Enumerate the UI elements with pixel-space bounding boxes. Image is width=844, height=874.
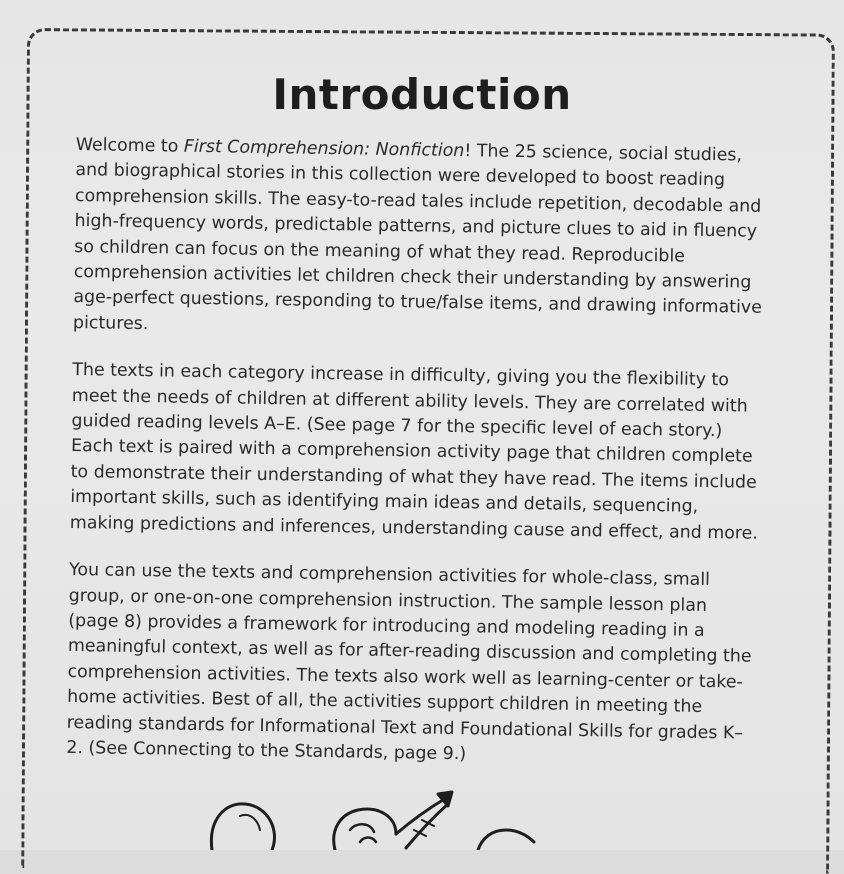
page-title: Introduction (272, 70, 572, 119)
paragraph-welcome-rest: ! The 25 science, social studies, and biographical stories in this collection were developed to boost reading comprehension skills. The easy-to-read tales include repetition, decodable and high-frequency words, predictable patterns, and picture clues to aid in fluency so children can focus on the meaning of what they read. Reproducible comprehension activities let children check their understanding by answering age-perfect questions, responding to true/false items, and drawing informative pictures. (72, 141, 763, 335)
egg-shape (211, 804, 274, 850)
wavy-shape (478, 830, 534, 850)
curly-leaf-shape (334, 809, 396, 850)
paragraph-usage: You can use the texts and comprehension activities for whole-class, small group, or one-on-one comprehension instruction. The sample lesson plan (page 8) provides a framework for introducing and modeling reading in a meaningful context, as well as for after-reading discussion and completing the comprehension activities. The texts also work well as learning-center or take-home activities. Best of all, the activities support children in meeting the reading standards for Informational Text and Foundational Skills for grades K–2. (See Connecting to the Standards, page 9.) (66, 560, 752, 765)
paragraph-welcome (73, 133, 766, 347)
book-title: First Comprehension: Nonfiction (183, 136, 465, 162)
intro-body (66, 133, 766, 794)
paragraph-texts: The texts in each category increase in difficulty, giving you the flexibility to meet the needs of children at different ability levels. They are correlated with guided reading levels A–E. (See page 7 for the specific level of each story.) Each text is paired with a comprehension activity page that children complete to demonstrate their understanding of what they have read. The items include important skills, such as identifying main ideas and details, sequencing, making predictions and inferences, understanding cause and effect, and more. (69, 360, 759, 544)
paragraph-welcome-lead: Welcome to (75, 134, 185, 157)
cartoon-illustration (200, 790, 540, 850)
